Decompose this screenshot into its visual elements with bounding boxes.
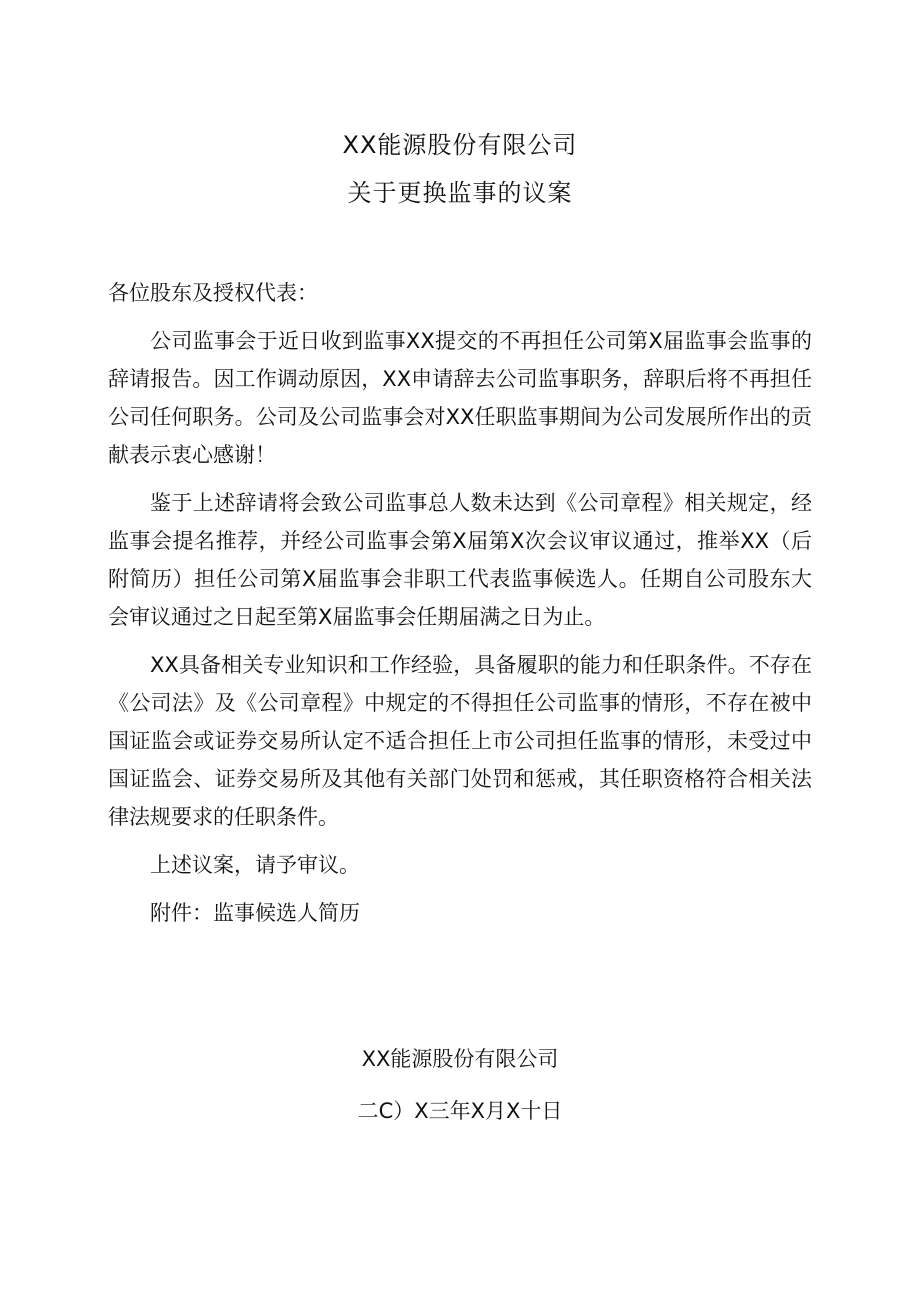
salutation: 各位股东及授权代表： [108,281,318,305]
body-paragraph-1: 公司监事会于近日收到监事XX提交的不再担任公司第X届监事会监事的辞请报告。因工作调动原因，XX申请辞去公司监事职务，辞职后将不再担任公司任何职务。公司及公司监事会对XX任职监事期间为公司发展所作出的贡献表示衷心感谢！ [108,329,812,467]
attachment-note: 附件：监事候选人简历 [150,901,360,925]
closing-request: 上述议案，请予审议。 [150,853,360,877]
signature-date: 二C）X三年X月X十日 [357,1099,563,1123]
body-paragraph-3: XX具备相关专业知识和工作经验，具备履职的能力和任职条件。不存在《公司法》及《公司章程》中规定的不得担任公司监事的情形，不存在被中国证监会或证券交易所认定不适合担任上市公司担任监事的情形，未受过中国证监会、证券交易所及其他有关部门处罚和惩戒，其任职资格符合相关法律法规要求的任职条件。 [108,653,812,829]
signature-company: XX能源股份有限公司 [361,1047,559,1071]
company-title: XX能源股份有限公司 [342,131,578,159]
document-body [108,274,812,942]
body-paragraph-2: 鉴于上述辞请将会致公司监事总人数未达到《公司章程》相关规定，经监事会提名推荐，并经公司监事会第X届第X次会议审议通过，推举XX（后附简历）担任公司第X届监事会非职工代表监事候选人。任期自公司股东大会审议通过之日起至第X届监事会任期届满之日为止。 [108,491,812,629]
document-title: 关于更换监事的议案 [347,179,573,207]
